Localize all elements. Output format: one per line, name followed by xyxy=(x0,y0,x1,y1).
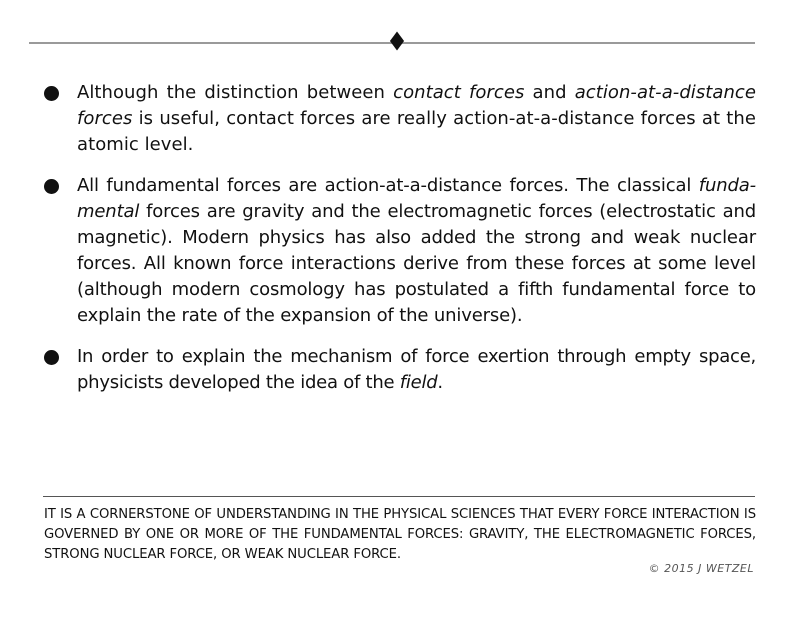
text-segment: . xyxy=(437,372,443,393)
bullet-dot-icon xyxy=(44,86,59,101)
bullet-item-contact-forces xyxy=(44,80,756,158)
text-segment: is useful, contact forces are really action-at-a-distance forces at the atomic level. xyxy=(77,108,756,155)
bullet-text xyxy=(77,346,756,393)
summary-statement: IT IS A CORNERSTONE OF UNDERSTANDING IN THE PHYSICAL SCIENCES THAT EVERY FORCE INTERACTION IS GOVERNED BY ONE OR MORE OF THE FUNDAMENTAL FORCES: GRAVITY, THE ELECTROMAGNETIC FORCES, STRONG NUCLEAR FORCE, OR WEAK NUCLEAR FORCE. xyxy=(44,507,756,562)
text-segment: All fundamental forces are action-at-a-distance forces. The classical xyxy=(77,175,699,196)
bullet-dot-icon xyxy=(44,179,59,194)
text-segment: Although the distinction between xyxy=(77,82,394,103)
italic-term-fundamental: funda-mental xyxy=(77,175,756,222)
bullet-item-field xyxy=(44,344,756,396)
italic-term-field: field xyxy=(399,372,438,393)
bullet-text xyxy=(77,175,756,326)
summary-divider xyxy=(43,496,755,497)
text-segment: and xyxy=(524,82,575,103)
bullet-item-fundamental-forces xyxy=(44,173,756,329)
bullet-text xyxy=(77,82,756,155)
bullet-dot-icon xyxy=(44,350,59,365)
copyright-notice: © 2015 J WETZEL xyxy=(648,562,754,575)
text-segment: In order to explain the mechanism of force exertion through empty space, physicists developed the idea of the xyxy=(77,346,756,393)
diamond-icon xyxy=(390,31,404,50)
text-segment: forces are gravity and the electromagnetic forces (electrostatic and magnetic). Modern physics has also added the strong and weak nuclear forces. All known force interactions derive from these forces at some level (although modern cosmology has postulated a fifth fundamental force to explain the rate of the expansion of the universe). xyxy=(77,201,756,326)
italic-term-action-at-a-distance: action-at-a-distance forces xyxy=(77,82,756,129)
italic-term-contact-forces: contact forces xyxy=(393,82,525,103)
bullet-list xyxy=(44,80,756,411)
